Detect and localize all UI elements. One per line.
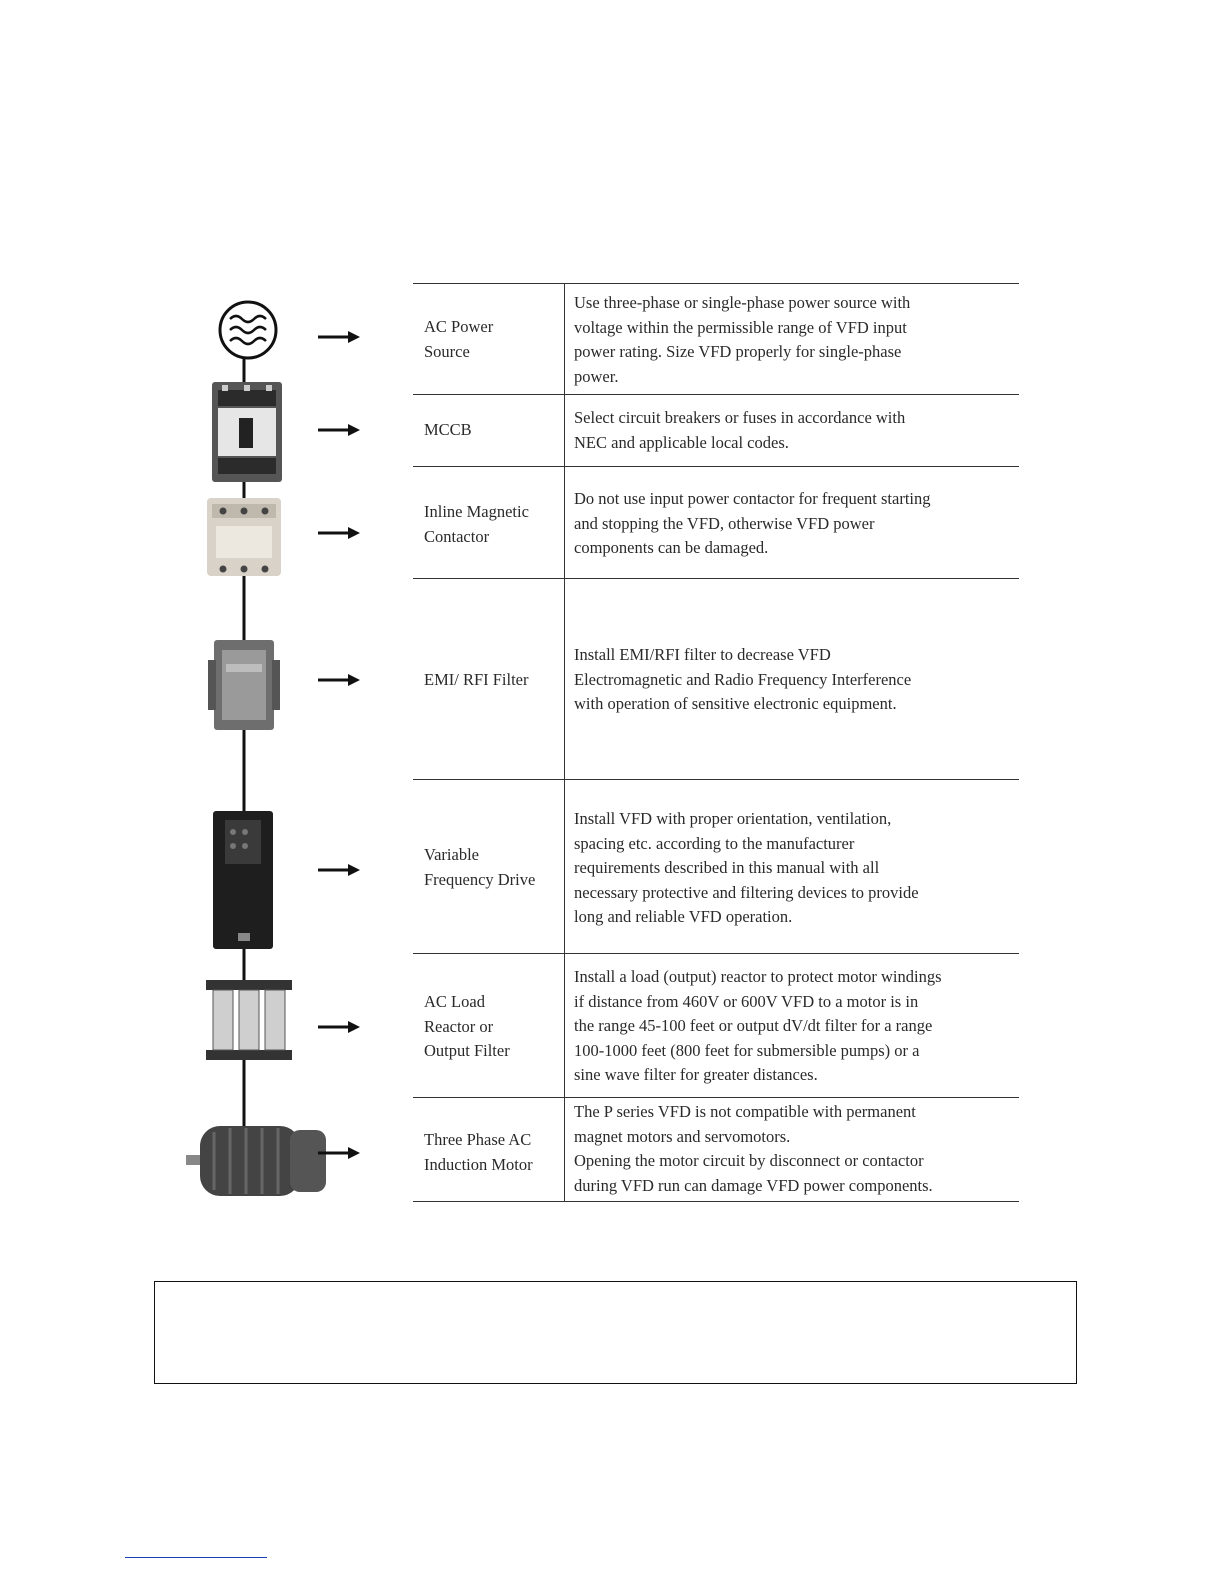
- component-description-reactor: [574, 965, 1014, 1088]
- circuit-breaker-icon: [212, 382, 282, 482]
- desc-line: the range 45-100 feet or output dV/dt filter for a range: [574, 1016, 933, 1035]
- desc-line: sine wave filter for greater distances.: [574, 1065, 818, 1084]
- component-name-emi-rfi-filter: [424, 668, 562, 693]
- component-name-contactor: [424, 500, 562, 549]
- desc-line: Install VFD with proper orientation, ventilation,: [574, 809, 892, 828]
- contactor-icon: [207, 498, 281, 576]
- name-line: AC Load Reactor or Output Filter: [424, 992, 510, 1060]
- name-line: Variable Frequency Drive: [424, 845, 536, 889]
- footnote-separator: [125, 1557, 267, 1558]
- name-line: AC Power Source: [424, 317, 494, 361]
- desc-line: Do not use input power contactor for frequent starting: [574, 489, 931, 508]
- desc-line: NEC and applicable local codes.: [574, 432, 789, 452]
- table-rule: [413, 466, 1019, 467]
- name-line: Three Phase AC Induction Motor: [424, 1130, 533, 1174]
- component-description-vfd: [574, 807, 1014, 930]
- desc-line: during VFD run can damage VFD power components.: [574, 1175, 933, 1195]
- name-line: EMI/ RFI Filter: [424, 670, 529, 689]
- desc-line: power.: [574, 366, 619, 386]
- desc-line: spacing etc. according to the manufacturer: [574, 833, 855, 853]
- desc-line: Opening the motor circuit by disconnect or contactor: [574, 1151, 924, 1170]
- vfd-icon: [213, 811, 273, 949]
- component-name-motor: [424, 1128, 562, 1177]
- desc-line: Install a load (output) reactor to protect motor windings: [574, 967, 942, 986]
- desc-line: components can be damaged.: [574, 538, 769, 557]
- arrow-icon: [318, 331, 360, 343]
- filter-icon: [208, 640, 280, 730]
- table-rule: [413, 779, 1019, 780]
- motor-icon: [186, 1126, 326, 1196]
- name-line: MCCB: [424, 420, 472, 439]
- desc-line: requirements described in this manual with all: [574, 858, 880, 877]
- component-description-ac-power-source: [574, 291, 1014, 389]
- component-description-motor: [574, 1100, 1014, 1198]
- table-column-divider: [564, 283, 565, 1201]
- arrow-icon: [318, 1021, 360, 1033]
- desc-line: magnet motors and servomotors.: [574, 1126, 791, 1146]
- component-name-vfd: [424, 843, 562, 892]
- table-rule: [413, 1201, 1019, 1202]
- note-box: [154, 1281, 1077, 1384]
- desc-line: voltage within the permissible range of VFD input: [574, 317, 907, 337]
- arrow-icon: [318, 674, 360, 686]
- desc-line: long and reliable VFD operation.: [574, 907, 793, 926]
- desc-line: The P series VFD is not compatible with permanent: [574, 1102, 916, 1121]
- table-rule: [413, 578, 1019, 579]
- component-name-reactor: [424, 990, 562, 1064]
- arrow-icon: [318, 527, 360, 539]
- table-rule: [413, 394, 1019, 395]
- desc-line: Select circuit breakers or fuses in accordance with: [574, 408, 906, 427]
- component-description-emi-rfi-filter: [574, 643, 1014, 717]
- arrow-icon: [318, 424, 360, 436]
- desc-line: Install EMI/RFI filter to decrease VFD: [574, 645, 831, 664]
- desc-line: Use three-phase or single-phase power source with: [574, 293, 911, 312]
- desc-line: with operation of sensitive electronic equipment.: [574, 694, 897, 713]
- desc-line: power rating. Size VFD properly for single-phase: [574, 342, 902, 361]
- arrow-icon: [318, 864, 360, 876]
- desc-line: if distance from 460V or 600V VFD to a motor is in: [574, 991, 919, 1011]
- name-line: Inline Magnetic Contactor: [424, 502, 529, 546]
- table-rule: [413, 1097, 1019, 1098]
- desc-line: and stopping the VFD, otherwise VFD power: [574, 513, 875, 533]
- component-name-ac-power-source: [424, 315, 562, 364]
- table-rule: [413, 283, 1019, 284]
- component-description-mccb: [574, 406, 1014, 455]
- desc-line: Electromagnetic and Radio Frequency Interference: [574, 669, 912, 689]
- table-rule: [413, 953, 1019, 954]
- desc-line: necessary protective and filtering devices to provide: [574, 882, 919, 902]
- ac-source-icon: [220, 302, 276, 358]
- reactor-icon: [206, 980, 292, 1060]
- component-name-mccb: [424, 418, 562, 443]
- desc-line: 100-1000 feet (800 feet for submersible pumps) or a: [574, 1040, 920, 1060]
- component-description-contactor: [574, 487, 1014, 561]
